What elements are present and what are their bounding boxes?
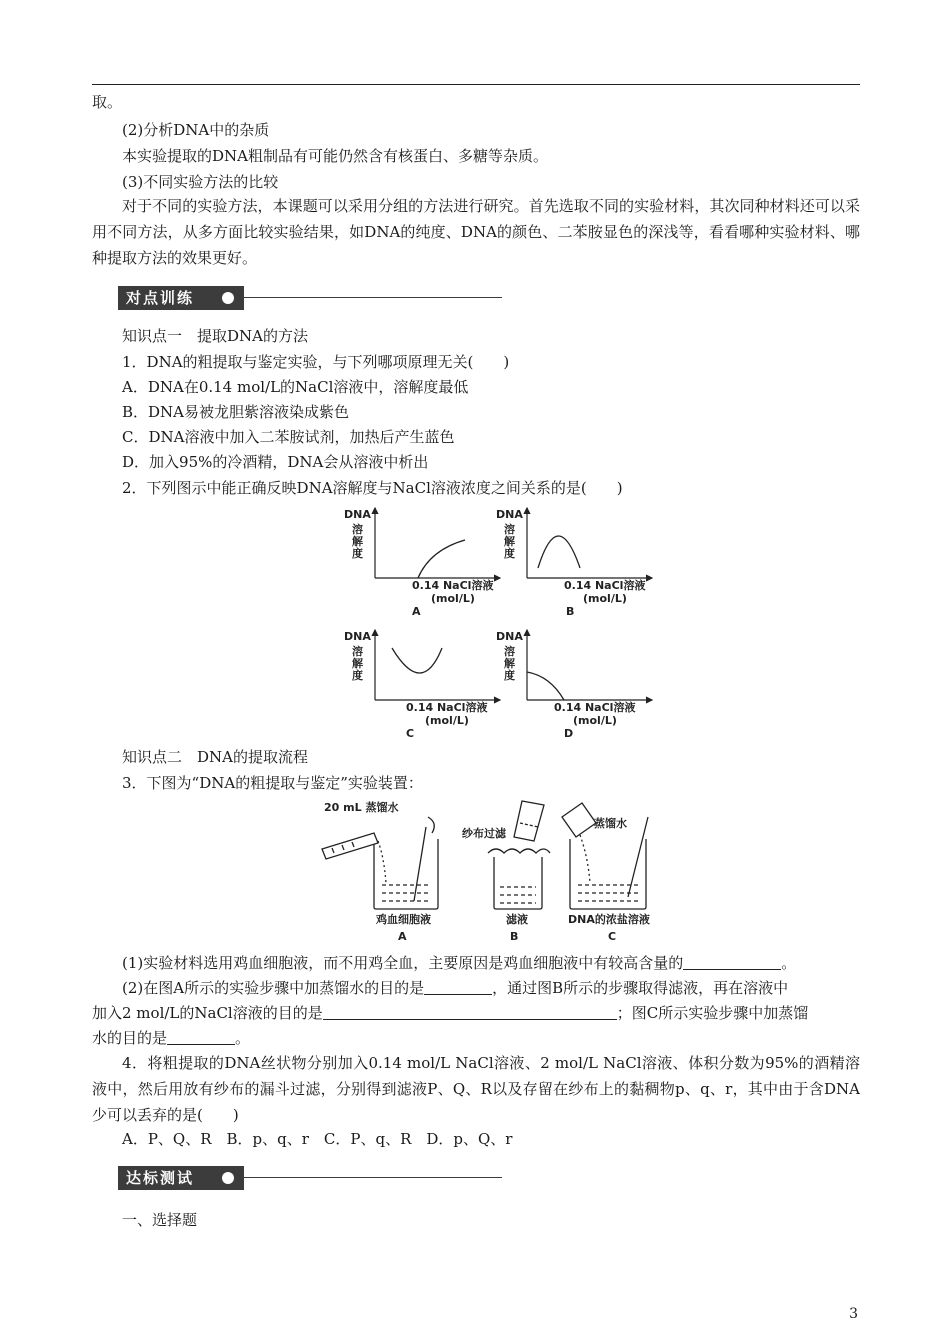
subheading-comparison: (3)不同实验方法的比较: [122, 173, 279, 191]
question-3-part-2-line-3: 水的目的是 。: [92, 1029, 251, 1047]
apparatus-figure: [318, 797, 678, 947]
knowledge-point-1: 知识点一 提取DNA的方法: [122, 327, 308, 345]
graph-d-curve: [527, 672, 564, 700]
svg-text:溶: 溶: [352, 645, 363, 658]
question-1-option-d: D．加入95%的冷酒精，DNA会从溶液中析出: [122, 453, 429, 471]
svg-text:(mol/L): (mol/L): [573, 714, 617, 727]
part-heading: 一、选择题: [122, 1211, 198, 1229]
svg-text:解: 解: [504, 535, 515, 548]
svg-text:解: 解: [352, 657, 363, 670]
svg-text:溶: 溶: [504, 523, 515, 536]
question-1-option-b: B．DNA易被龙胆紫溶液染成紫色: [122, 403, 350, 421]
svg-text:解: 解: [352, 535, 363, 548]
letter-b: B: [510, 930, 519, 943]
letter-c: C: [608, 930, 617, 943]
solubility-graphs-figure: [330, 500, 660, 745]
header-rule: [92, 84, 860, 85]
question-4-stem: 4．将粗提取的DNA丝状物分别加入0.14 mol/L NaCl溶液、2 mol/L NaCl溶液、体积分数为95%的酒精溶液中，然后用放有纱布的漏斗过滤，分别得到滤液P、Q、R以及存留在纱布上的黏稠物p、q、r，其中由于含DNA少可以丢弃的是( ): [92, 1054, 860, 1124]
caption-a: 鸡血细胞液: [376, 913, 431, 926]
subheading-impurities: (2)分析DNA中的杂质: [122, 121, 270, 139]
continued-text: 取。: [92, 93, 123, 111]
question-1-option-a: A．DNA在0.14 mol/L的NaCl溶液中，溶解度最低: [122, 378, 469, 396]
beaker-b: [488, 801, 550, 909]
svg-text:度: 度: [352, 547, 363, 560]
graph-a-curve: [418, 540, 465, 578]
graph-c: [344, 630, 500, 740]
graph-a: [344, 508, 500, 618]
label-water-a: 20 mL 蒸馏水: [324, 801, 399, 814]
answer-blank-4[interactable]: [167, 1028, 235, 1045]
graph-c-curve: [392, 648, 442, 673]
question-3-part-2-line-1: (2)在图A所示的实验步骤中加蒸馏水的目的是 ，通过图B所示的步骤取得滤液，再在溶液中: [122, 979, 789, 997]
question-1-stem: 1．DNA的粗提取与鉴定实验，与下列哪项原理无关( ): [122, 353, 510, 371]
graph-b: [496, 508, 652, 618]
question-2-stem: 2．下列图示中能正确反映DNA溶解度与NaCl溶液浓度之间关系的是( ): [122, 479, 623, 497]
graph-d-ylabel: DNA: [496, 630, 523, 643]
svg-text:(mol/L): (mol/L): [583, 592, 627, 605]
svg-text:溶: 溶: [352, 523, 363, 536]
svg-text:溶: 溶: [504, 645, 515, 658]
graph-d-letter: D: [564, 727, 574, 740]
banner-label: 对点训练: [118, 286, 244, 310]
knowledge-point-2: 知识点二 DNA的提取流程: [122, 748, 308, 766]
paragraph-impurities: 本实验提取的DNA粗制品有可能仍然含有核蛋白、多糖等杂质。: [122, 147, 548, 165]
question-3-stem: 3．下图为“DNA的粗提取与鉴定”实验装置：: [122, 774, 423, 792]
question-3-part-2-line-2: 加入2 mol/L的NaCl溶液的目的是 ；图C所示实验步骤中加蒸馏: [92, 1004, 809, 1022]
banner-dot-icon: [222, 1172, 234, 1184]
graph-c-letter: C: [406, 727, 415, 740]
graph-b-xlabel: 0.14 NaCl溶液: [564, 579, 646, 592]
graph-b-letter: B: [566, 605, 575, 618]
page-number: 3: [849, 1306, 858, 1322]
svg-text:度: 度: [504, 669, 515, 682]
answer-blank-1[interactable]: [683, 953, 781, 970]
banner-rule: [244, 297, 502, 298]
caption-c: DNA的浓盐溶液: [568, 913, 650, 926]
svg-text:解: 解: [504, 657, 515, 670]
banner-label: 达标测试: [118, 1166, 244, 1190]
beaker-a: [322, 817, 438, 909]
question-4-options: A．P、Q、R B．p、q、r C．P、q、R D．p、Q、r: [122, 1130, 513, 1148]
answer-blank-3[interactable]: [323, 1003, 617, 1020]
svg-text:(mol/L): (mol/L): [425, 714, 469, 727]
letter-a: A: [398, 930, 407, 943]
question-1-option-c: C．DNA溶液中加入二苯胺试剂，加热后产生蓝色: [122, 428, 455, 446]
graph-b-curve: [538, 536, 580, 568]
graph-b-ylabel: DNA: [496, 508, 523, 521]
caption-b: 滤液: [506, 913, 528, 926]
svg-text:度: 度: [504, 547, 515, 560]
label-water-c: 蒸馏水: [594, 817, 627, 830]
graph-c-xlabel: 0.14 NaCl溶液: [406, 701, 488, 714]
svg-text:度: 度: [352, 669, 363, 682]
graph-c-ylabel: DNA: [344, 630, 371, 643]
graph-a-ylabel: DNA: [344, 508, 371, 521]
label-filter: 纱布过滤: [462, 827, 506, 840]
graph-d-xlabel: 0.14 NaCl溶液: [554, 701, 636, 714]
paragraph-comparison: 对于不同的实验方法，本课题可以采用分组的方法进行研究。首先选取不同的实验材料，其次同种材料还可以采用不同方法，从多方面比较实验结果，如DNA的纯度、DNA的颜色、二苯胺显色的深浅等，看看哪种实验材料、哪种提取方法的效果更好。: [92, 197, 860, 267]
graph-a-xlabel: 0.14 NaCl溶液: [412, 579, 494, 592]
graph-d: [496, 630, 652, 740]
banner-dot-icon: [222, 292, 234, 304]
question-3-part-1: (1)实验材料选用鸡血细胞液，而不用鸡全血，主要原因是鸡血细胞液中有较高含量的 。: [122, 954, 797, 972]
banner-rule: [244, 1177, 502, 1178]
graph-a-letter: A: [412, 605, 421, 618]
svg-text:(mol/L): (mol/L): [431, 592, 475, 605]
answer-blank-2[interactable]: [424, 978, 492, 995]
